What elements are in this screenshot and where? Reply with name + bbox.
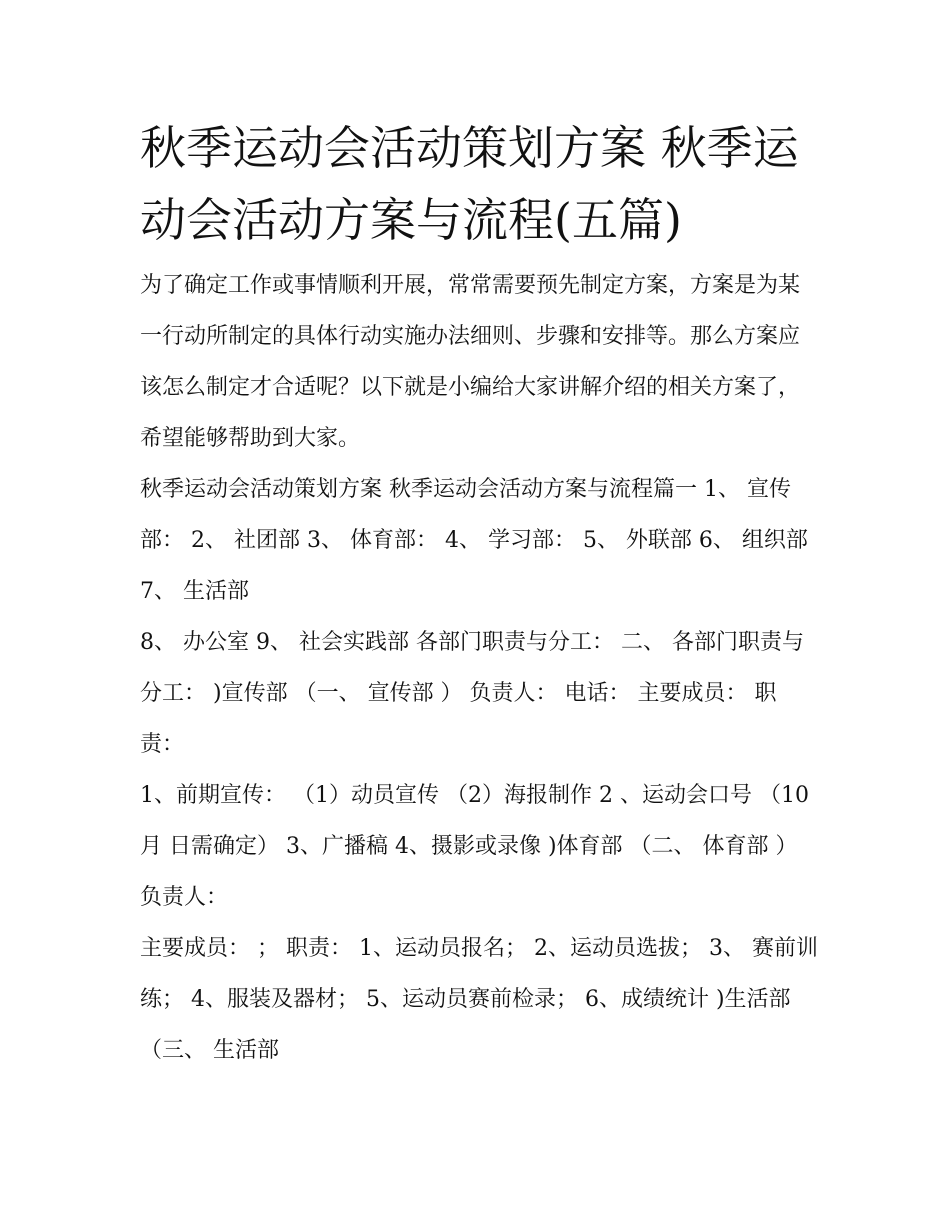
document-title: 秋季运动会活动策划方案 秋季运动会活动方案与流程(五篇)	[140, 121, 799, 247]
responsibilities-paragraph: 8、 办公室 9、 社会实践部 各部门职责与分工： 二、 各部门职责与分工： )宣传部 （一、 宣传部 ） 负责人： 电话： 主要成员： 职责：	[140, 630, 804, 757]
sports-duties-paragraph: 主要成员： ； 职责： 1、运动员报名； 2、运动员选拔； 3、 赛前训练； 4、服装及器材； 5、运动员赛前检录； 6、成绩统计 )生活部 （三、 生活部	[140, 936, 818, 1063]
departments-list-paragraph: 秋季运动会活动策划方案 秋季运动会活动方案与流程篇一 1、 宣传部： 2、 社团部 3、 体育部： 4、 学习部： 5、 外联部 6、 组织部 7、 生活部	[140, 477, 808, 604]
intro-paragraph: 为了确定工作或事情顺利开展，常常需要预先制定方案，方案是为某一行动所制定的具体行动实施办法细则、步骤和安排等。那么方案应该怎么制定才合适呢？以下就是小编给大家讲解介绍的相关方案了，希望能够帮助到大家。	[140, 273, 801, 451]
publicity-duties-paragraph: 1、前期宣传： （1）动员宣传 （2）海报制作 2 、运动会口号 （10 月 日需确定） 3、广播稿 4、摄影或录像 )体育部 （二、 体育部 ） 负责人：	[140, 783, 809, 910]
document-page	[140, 112, 820, 1076]
